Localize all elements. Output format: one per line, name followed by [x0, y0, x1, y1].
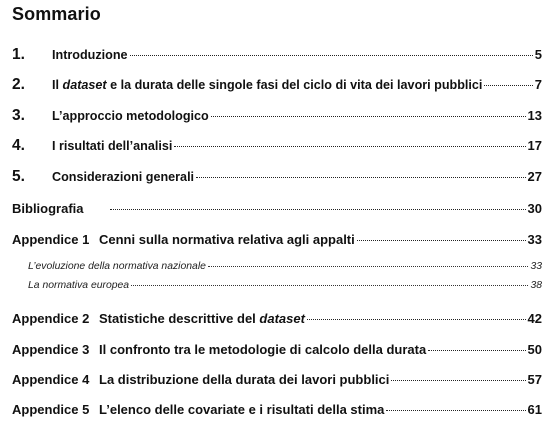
subsection-title: L’evoluzione della normativa nazionale — [28, 261, 206, 272]
page-number: 5 — [534, 47, 542, 62]
page-number: 30 — [527, 201, 542, 216]
page-number: 57 — [527, 372, 542, 387]
page-number: 42 — [527, 311, 542, 326]
section-title: Considerazioni generali — [52, 170, 195, 184]
dot-leader — [357, 240, 526, 241]
section-title: L’approccio metodologico — [52, 109, 209, 123]
dot-leader — [484, 85, 532, 86]
dot-leader — [130, 55, 533, 56]
toc-entry-dataset-durata[interactable] — [12, 76, 542, 94]
dot-leader — [174, 146, 525, 147]
page-number: 33 — [530, 261, 542, 272]
appendix-label: Appendice 2 — [12, 311, 90, 326]
section-title: Introduzione — [52, 48, 128, 62]
dot-leader — [110, 209, 526, 210]
toc-title: Sommario — [12, 4, 101, 24]
toc-entry-appendice-3[interactable] — [12, 342, 542, 357]
appendix-title: Statistiche descrittive del dataset — [99, 311, 305, 326]
toc-entry-introduzione[interactable] — [12, 46, 542, 64]
page-number: 7 — [534, 77, 542, 92]
dot-leader — [391, 380, 525, 381]
appendix-title: Cenni sulla normativa relativa agli appalti — [99, 232, 355, 247]
dot-leader — [307, 319, 526, 320]
toc-subentry-normativa-nazionale[interactable] — [28, 261, 542, 272]
dot-leader — [211, 116, 526, 117]
section-title: I risultati dell’analisi — [52, 139, 173, 153]
toc-subentry-normativa-europea[interactable] — [28, 280, 542, 291]
section-number: 4. — [12, 137, 25, 154]
toc-entry-appendice-1[interactable] — [12, 232, 542, 247]
page-number: 13 — [527, 108, 542, 123]
dot-leader — [428, 350, 525, 351]
bibliography-title: Bibliografia — [12, 201, 84, 216]
page-number: 27 — [527, 169, 542, 184]
toc-entry-risultati[interactable] — [12, 137, 542, 155]
dot-leader — [196, 177, 525, 178]
dot-leader — [208, 266, 529, 267]
page-number: 61 — [527, 402, 542, 417]
page-number: 38 — [530, 280, 542, 291]
italic-term: dataset — [259, 311, 305, 326]
section-number: 5. — [12, 168, 25, 185]
appendix-label: Appendice 1 — [12, 232, 90, 247]
section-number: 3. — [12, 107, 25, 124]
appendix-label: Appendice 4 — [12, 372, 90, 387]
section-number: 2. — [12, 76, 25, 93]
appendix-title: Il confronto tra le metodologie di calcolo della durata — [99, 342, 427, 357]
dot-leader — [131, 285, 528, 286]
section-number: 1. — [12, 46, 25, 63]
subsection-title: La normativa europea — [28, 280, 130, 291]
toc-entry-appendice-4[interactable] — [12, 372, 542, 387]
page-number: 50 — [527, 342, 542, 357]
appendix-label: Appendice 3 — [12, 342, 90, 357]
toc-entry-appendice-2[interactable] — [12, 311, 542, 326]
toc-entry-approccio[interactable] — [12, 107, 542, 125]
appendix-title: La distribuzione della durata dei lavori pubblici — [99, 372, 390, 387]
dot-leader — [386, 410, 525, 411]
toc-entry-appendice-5[interactable] — [12, 402, 542, 417]
page-number: 33 — [527, 232, 542, 247]
toc-entry-considerazioni[interactable] — [12, 168, 542, 186]
appendix-title: L’elenco delle covariate e i risultati della stima — [99, 402, 385, 417]
page-number: 17 — [527, 138, 542, 153]
toc-entry-bibliografia[interactable] — [12, 201, 542, 216]
italic-term: dataset — [62, 78, 107, 92]
section-title: Il dataset e la durata delle singole fasi del ciclo di vita dei lavori pubblici — [52, 78, 483, 92]
appendix-label: Appendice 5 — [12, 402, 90, 417]
